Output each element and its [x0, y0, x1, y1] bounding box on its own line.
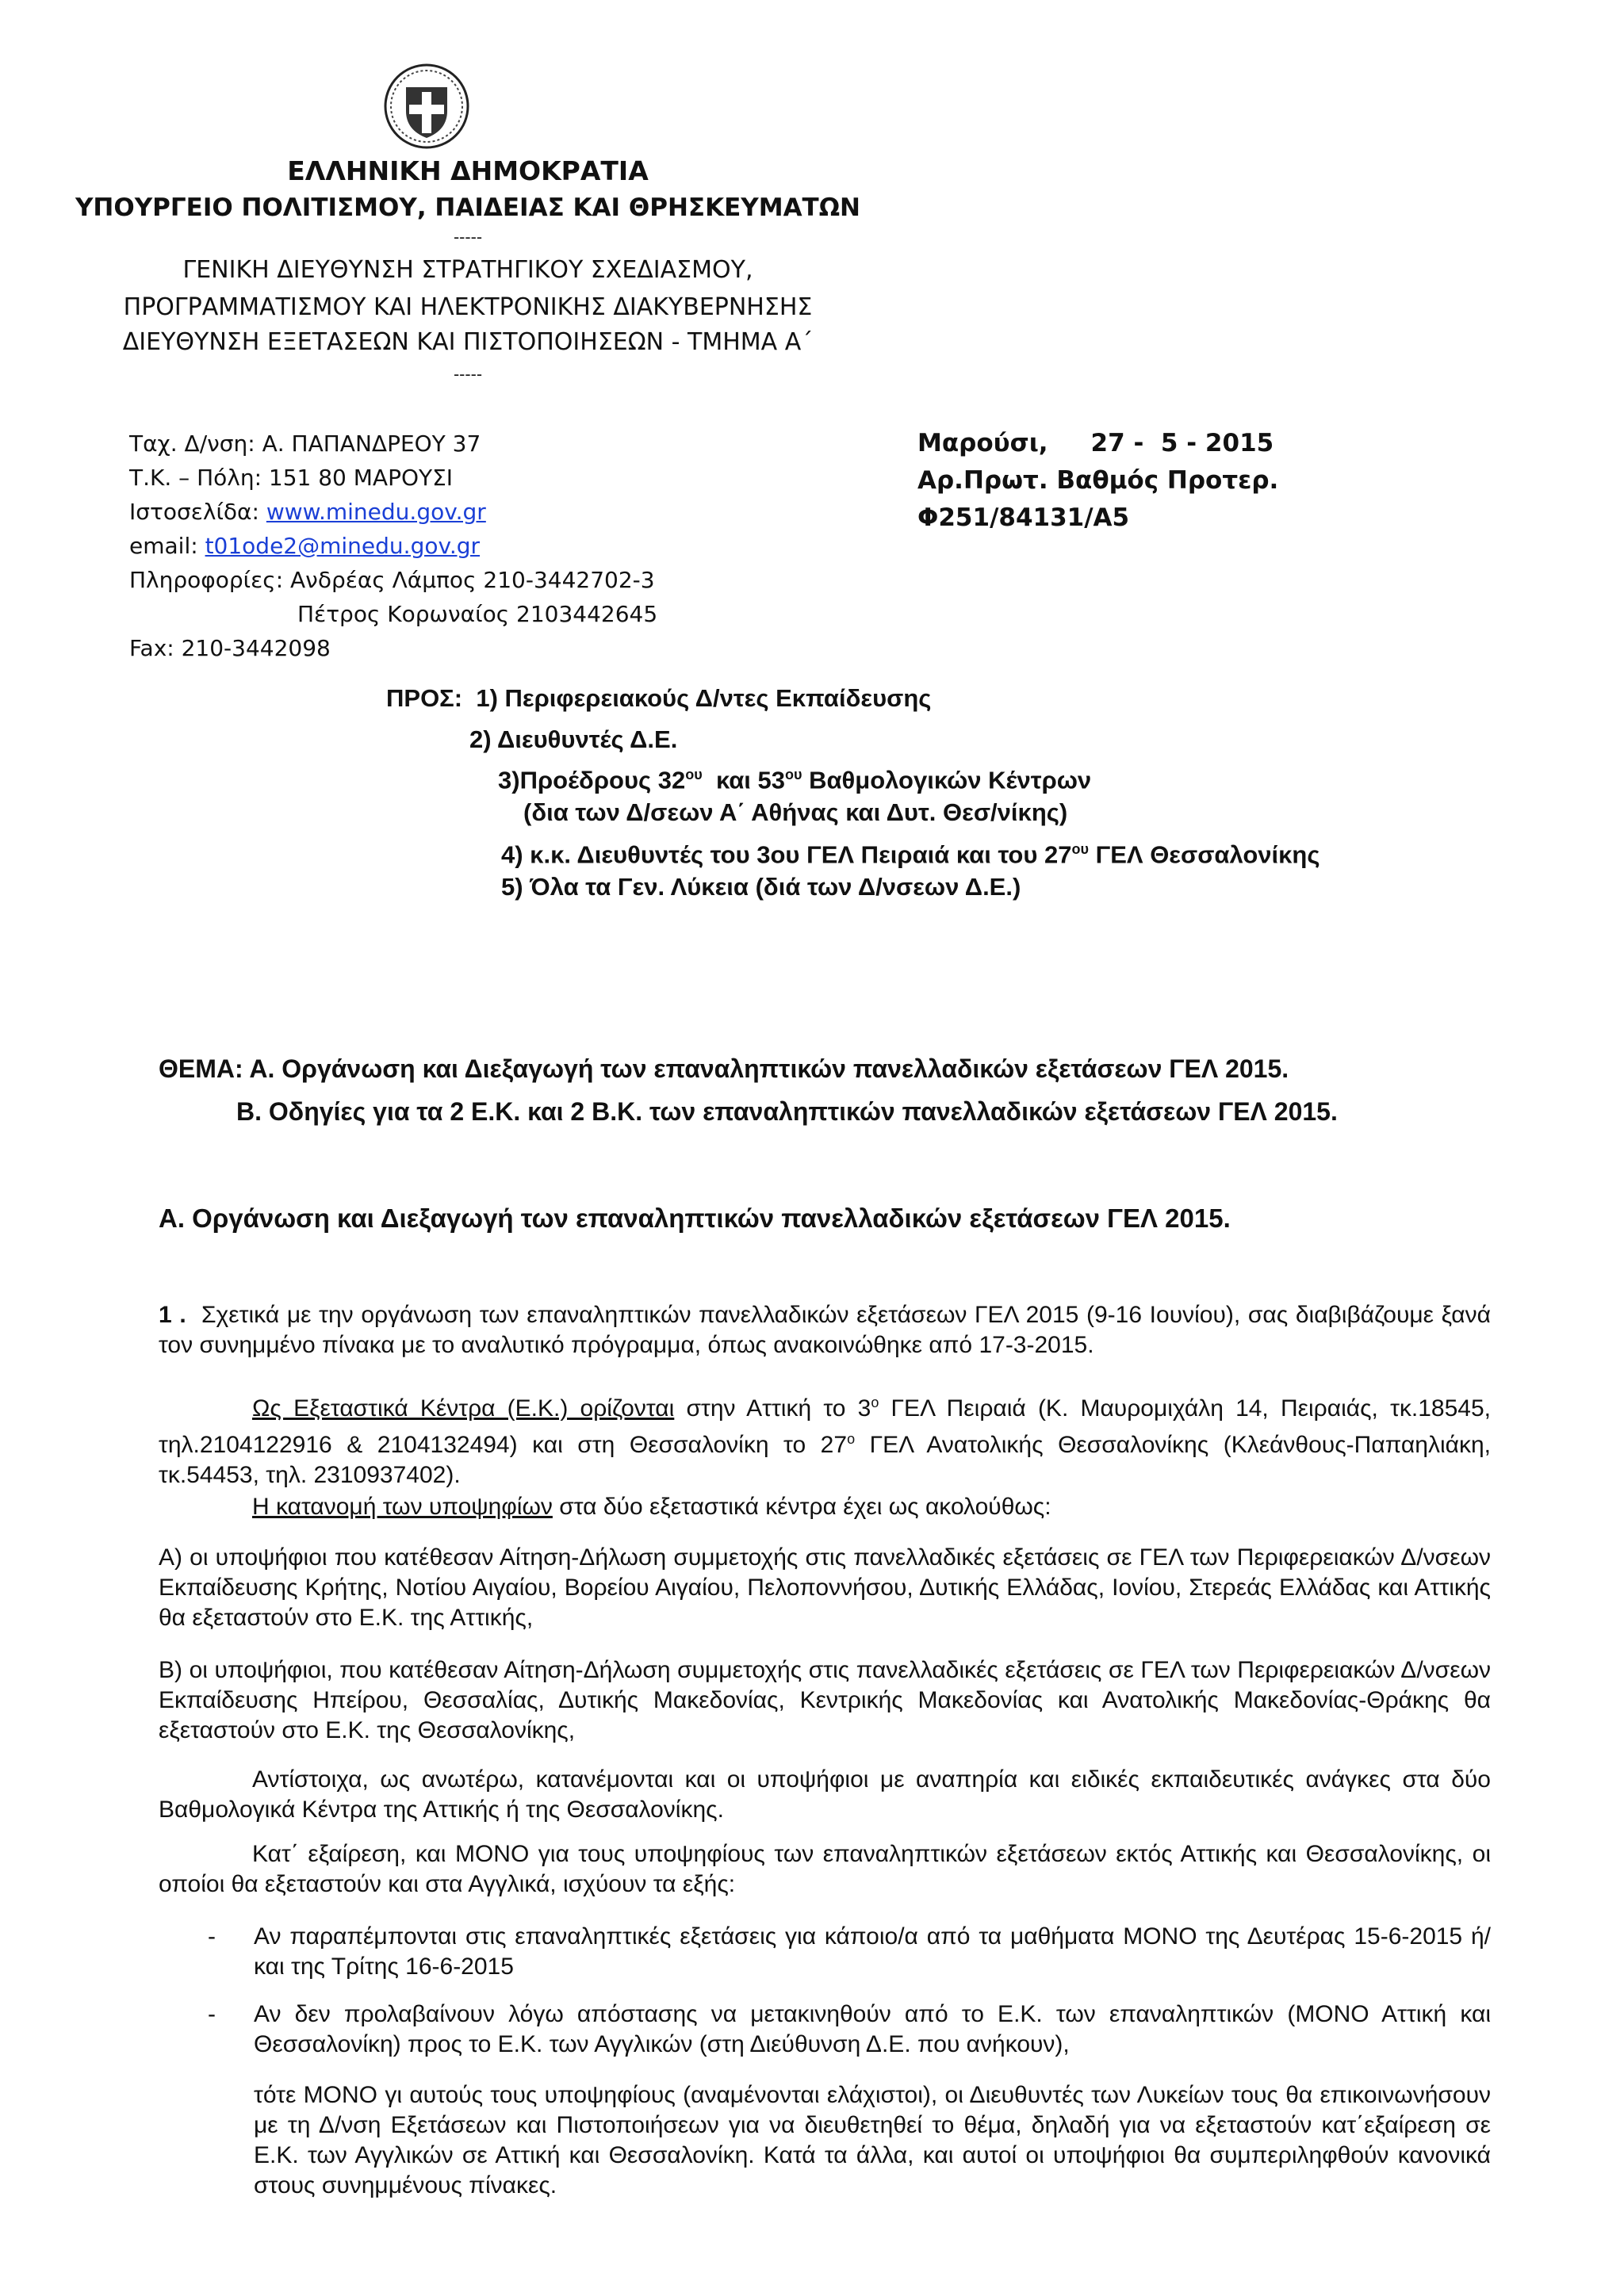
- header-line-ministry: ΥΠΟΥΡΓΕΙΟ ΠΟΛΙΤΙΣΜΟΥ, ΠΑΙΔΕΙΑΣ ΚΑΙ ΘΡΗΣΚΕΥΜΑΤΩΝ: [75, 193, 861, 222]
- bullet-item-1: Αν παραπέμπονται στις επαναληπτικές εξετάσεις για κάποιο/α από τα μαθήματα ΜΟΝΟ της Δευτέρας 15-6-2015 ή/και της Τρίτης 16-6-2015: [254, 1923, 1491, 1980]
- header-line-general-directorate: ΓΕΝΙΚΗ ΔΙΕΥΘΥΝΣΗ ΣΤΡΑΤΗΓΙΚΟΥ ΣΧΕΔΙΑΣΜΟΥ,: [182, 256, 753, 284]
- paragraph-allocation: Η κατανομή των υποψηφίων στα δύο εξεταστικά κέντρα έχει ως ακολούθως:: [252, 1494, 1051, 1520]
- contact-fax: Fax: 210-3442098: [129, 635, 331, 661]
- recipient-line-2: 2) Διευθυντές Δ.Ε.: [469, 725, 678, 753]
- bullet-item-2: Αν δεν προλαβαίνουν λόγω απόστασης να μετακινηθούν από το Ε.Κ. των επαναληπτικών (ΜΟΝΟ Αττική και Θεσσαλονίκη) προς το Ε.Κ. των Αγγλικών (στη Διεύθυνση Δ.Ε. που ανήκουν),: [254, 2001, 1491, 2057]
- protocol-number: Φ251/84131/Α5: [917, 503, 1130, 532]
- email-link[interactable]: t01ode2@minedu.gov.gr: [205, 533, 481, 559]
- header-separator: -----: [453, 228, 483, 247]
- recipient-line-1: ΠΡΟΣ: 1) Περιφερειακούς Δ/ντες Εκπαίδευσης: [386, 684, 932, 712]
- bullet-dash: -: [208, 1923, 216, 1950]
- header-line-republic: ΕΛΛΗΝΙΚΗ ΔΗΜΟΚΡΑΤΙΑ: [287, 155, 649, 186]
- subject-line-2: Β. Οδηγίες για τα 2 Ε.Κ. και 2 Β.Κ. των επαναληπτικών πανελλαδικών εξετάσεων ΓΕΛ 2015.: [236, 1097, 1338, 1126]
- paragraph-number: 1 .: [159, 1302, 186, 1328]
- contact-info-1: Πληροφορίες: Ανδρέας Λάμπος 210-3442702-3: [129, 567, 655, 593]
- paragraph-disabilities: Αντίστοιχα, ως ανωτέρω, κατανέμονται και οι υποψήφιοι με αναπηρία και ειδικές εκπαιδευτικές ανάγκες στα δύο Βαθμολογικά Κέντρα της Αττικής ή της Θεσσαλονίκης.: [159, 1766, 1491, 1823]
- website-link[interactable]: www.minedu.gov.gr: [266, 499, 486, 525]
- contact-website-row: Ιστοσελίδα: www.minedu.gov.gr: [129, 499, 486, 525]
- paragraph-b: Β) οι υποψήφιοι, που κατέθεσαν Αίτηση-Δήλωση συμμετοχής στις πανελλαδικές εξετάσεις σε ΓΕΛ των Περιφερειακών Δ/νσεων Εκπαίδευσης Ηπείρου, Θεσσαλίας, Δυτικής Μακεδονίας, Κεντρικής Μακεδονίας και Ανατολικής Μακεδονίας-Θράκης θα εξεταστούν στο Ε.Κ. της Θεσσαλονίκης,: [159, 1657, 1491, 1743]
- doc-info: [917, 425, 1278, 537]
- contact-info-2: Πέτρος Κορωναίος 2103442645: [297, 601, 658, 627]
- header-line-directorate: ΔΙΕΥΘΥΝΣΗ ΕΞΕΤΑΣΕΩΝ ΚΑΙ ΠΙΣΤΟΠΟΙΗΣΕΩΝ - ΤΜΗΜΑ Α΄: [122, 328, 814, 356]
- contact-address: Ταχ. Δ/νση: Α. ΠΑΠΑΝΔΡΕΟΥ 37: [129, 430, 481, 457]
- header-line-programming: ΠΡΟΓΡΑΜΜΑΤΙΣΜΟΥ ΚΑΙ ΗΛΕΚΤΡΟΝΙΚΗΣ ΔΙΑΚΥΒΕΡΝΗΣΗΣ: [123, 293, 813, 321]
- section-a-title: Α. Οργάνωση και Διεξαγωγή των επαναληπτικών πανελλαδικών εξετάσεων ΓΕΛ 2015.: [159, 1203, 1231, 1233]
- greek-coat-of-arms-icon: [382, 62, 471, 151]
- paragraph-1: 1 . Σχετικά με την οργάνωση των επαναληπτικών πανελλαδικών εξετάσεων ΓΕΛ 2015 (9-16 Ιουνίου), σας διαβιβάζουμε ξανά τον συνημμένο πίνακα με το αναλυτικό πρόγραμμα, όπως ανακοινώθηκε από 17-3-2015.: [159, 1302, 1498, 1358]
- recipient-line-3-note: (δια των Δ/σεων Α΄ Αθήνας και Δυτ. Θεσ/νίκης): [523, 798, 1068, 826]
- recipients-prefix: ΠΡΟΣ:: [386, 684, 463, 712]
- paragraph-then-only: τότε ΜΟΝΟ γι αυτούς τους υποψηφίους (αναμένονται ελάχιστοι), οι Διευθυντές των Λυκείων τους θα επικοινωνήσουν με τη Δ/νση Εξετάσεων και Πιστοποιήσεων για να διευθετηθεί το θέμα, δηλαδή για να εξεταστούν κατ΄εξαίρεση σε Ε.Κ. των Αγγλικών σε Αττική και Θεσσαλονίκη. Κατά τα άλλα, και αυτοί οι υποψήφιοι θα συμπεριληφθούν κανονικά στους συνημμένους πίνακες.: [254, 2082, 1491, 2198]
- recipient-line-4: 4) κ.κ. Διευθυντές του 3ου ΓΕΛ Πειραιά και του $27^{o\upsilon}$ ΓΕΛ Θεσσαλονίκης: [501, 840, 1320, 869]
- subject-line-1: ΘΕΜΑ: Α. Οργάνωση και Διεξαγωγή των επαναληπτικών πανελλαδικών εξετάσεων ΓΕΛ 2015.: [159, 1054, 1289, 1083]
- protocol-label: Αρ.Πρωτ. Βαθμός Προτερ.: [917, 466, 1279, 495]
- recipient-line-3: 3)Προέδρους $32^{o\upsilon}$ και $53^{o\upsilon}$ Βαθμολογικών Κέντρων: [498, 766, 1092, 794]
- contact-block: [129, 427, 657, 665]
- paragraph-a: Α) οι υποψήφιοι που κατέθεσαν Αίτηση-Δήλωση συμμετοχής στις πανελλαδικές εξετάσεις σε ΓΕΛ των Περιφερειακών Δ/νσεων Εκπαίδευσης Κρήτης, Νοτίου Αιγαίου, Βορείου Αιγαίου, Πελοποννήσου, Δυτικής Ελλάδας, Ιονίου, Στερεάς Ελλάδας και Αττικής θα εξεταστούν στο Ε.Κ. της Αττικής,: [159, 1544, 1491, 1631]
- paragraph-exception: Κατ΄ εξαίρεση, και ΜΟΝΟ για τους υποψηφίους των επαναληπτικών εξετάσεων εκτός Αττικής και Θεσσαλονίκης, οι οποίοι θα εξεταστούν και στα Αγγλικά, ισχύουν τα εξής:: [159, 1841, 1491, 1897]
- recipient-line-5: 5) Όλα τα Γεν. Λύκεια (διά των Δ/νσεων Δ.Ε.): [501, 873, 1021, 901]
- place-date: Μαρούσι, 27 - 5 - 2015: [917, 429, 1274, 457]
- contact-postal: Τ.Κ. – Πόλη: 151 80 ΜΑΡΟΥΣΙ: [129, 465, 454, 491]
- header-separator: -----: [453, 365, 483, 384]
- contact-email-row: email: t01ode2@minedu.gov.gr: [129, 533, 481, 559]
- bullet-dash: -: [208, 2001, 216, 2027]
- paragraph-exam-centres: Ως Εξεταστικά Κέντρα (Ε.Κ.) ορίζονται στην Αττική το $3^o$ ΓΕΛ Πειραιά (Κ. Μαυρομιχάλη 14, Πειραιάς, τκ.18545, τηλ.2104122916 & 2104132494) και στη Θεσσαλονίκη το $27^o$ ΓΕΛ Ανατολικής Θεσσαλονίκης (Κλεάνθους-Παπαηλιάκη, τκ.54453, τηλ. 2310937402).: [159, 1395, 1492, 1488]
